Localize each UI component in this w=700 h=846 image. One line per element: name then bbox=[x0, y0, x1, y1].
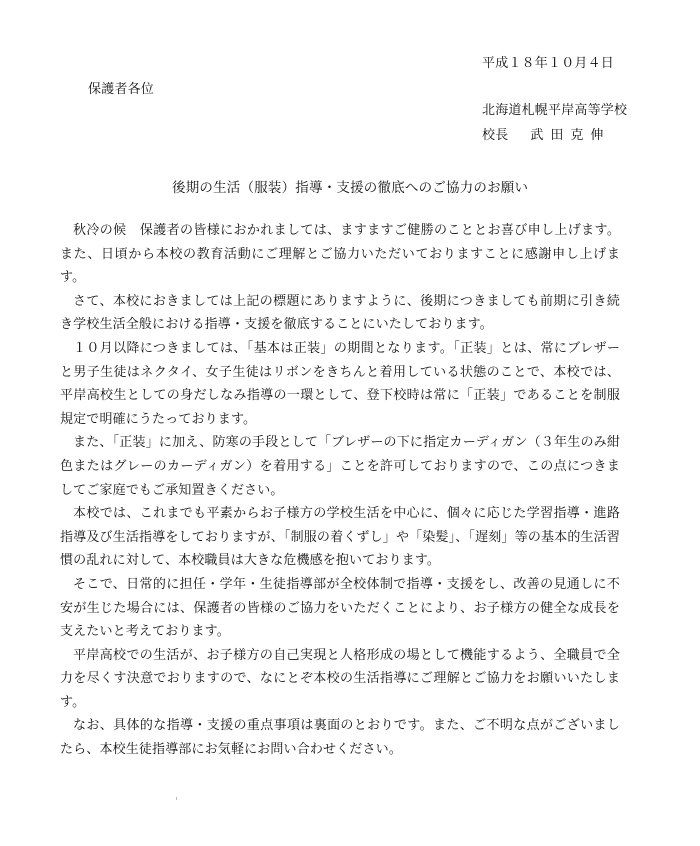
paragraph-greeting: 秋冷の候 保護者の皆様におかれましては、ますますご健勝のこととお喜び申し上げます。また、日頃から本校の教育活動にご理解とご協力いただいておりますことに感謝申し上げます。 bbox=[60, 223, 620, 286]
letter-body bbox=[60, 219, 620, 762]
principal-name: 武田克伸 bbox=[530, 128, 611, 143]
paragraph-concerns: 本校では、これまでも平素からお子様方の学校生活を中心に、個々に応じた学習指導・進路指導及び生活指導をしておりますが、「制服の着くずし」や「染髪」、「遅刻」等の基本的生活習慣の乱れに対して、本校職員は大きな危機感を抱いております。 bbox=[60, 506, 620, 569]
letter-date: 平成１８年１０月４日 bbox=[482, 56, 615, 71]
paragraph-commitment: 平岸高校での生活が、お子様方の自己実現と人格形成の場として機能するよう、全職員で全力を尽くす決意でおりますので、なにとぞ本校の生活指導にご理解とご協力をお願いいたします。 bbox=[60, 647, 620, 710]
letter-title: 後期の生活（服装）指導・支援の徹底へのご協力のお願い bbox=[172, 180, 529, 196]
recipient-line: 保護者各位 bbox=[88, 82, 155, 97]
paragraph-purpose: さて、本校におきましては上記の標題にありますように、後期につきましても前期に引き続き学校生活全般における指導・支援を徹底することにいたしております。 bbox=[60, 293, 620, 333]
paragraph-cardigan: また、「正装」に加え、防寒の手段として「ブレザーの下に指定カーディガン（３年生のみ紺色またはグレーのカーディガン）を着用する」ことを許可しておりますので、この点につきましてご家庭でもご承知置きください。 bbox=[60, 435, 620, 498]
school-name: 北海道札幌平岸高等学校 bbox=[482, 103, 628, 118]
paragraph-formal-dress: １０月以降につきましては、「基本は正装」の期間となります。「正装」とは、常にブレザーと男子生徒はネクタイ、女子生徒はリボンをきちんと着用している状態のことで、本校では、平岸高校生としての身だしなみ指導の一環として、登下校時は常に「正装」であることを制服規定で明確にうたっております。 bbox=[60, 340, 620, 427]
principal-line bbox=[482, 128, 610, 144]
paragraph-contact: なお、具体的な指導・支援の重点事項は裏面のとおりです。また、ご不明な点がございましたら、本校生徒指導部にお気軽にお問い合わせください。 bbox=[60, 718, 620, 758]
paragraph-cooperation: そこで、日常的に担任・学年・生徒指導部が全校体制で指導・支援をし、改善の見通しに不安が生じた場合には、保護者の皆様のご協力をいただくことにより、お子様方の健全な成長を支えたいと考えております。 bbox=[60, 576, 620, 640]
principal-role: 校長 bbox=[482, 128, 509, 143]
scan-speck bbox=[176, 797, 177, 800]
